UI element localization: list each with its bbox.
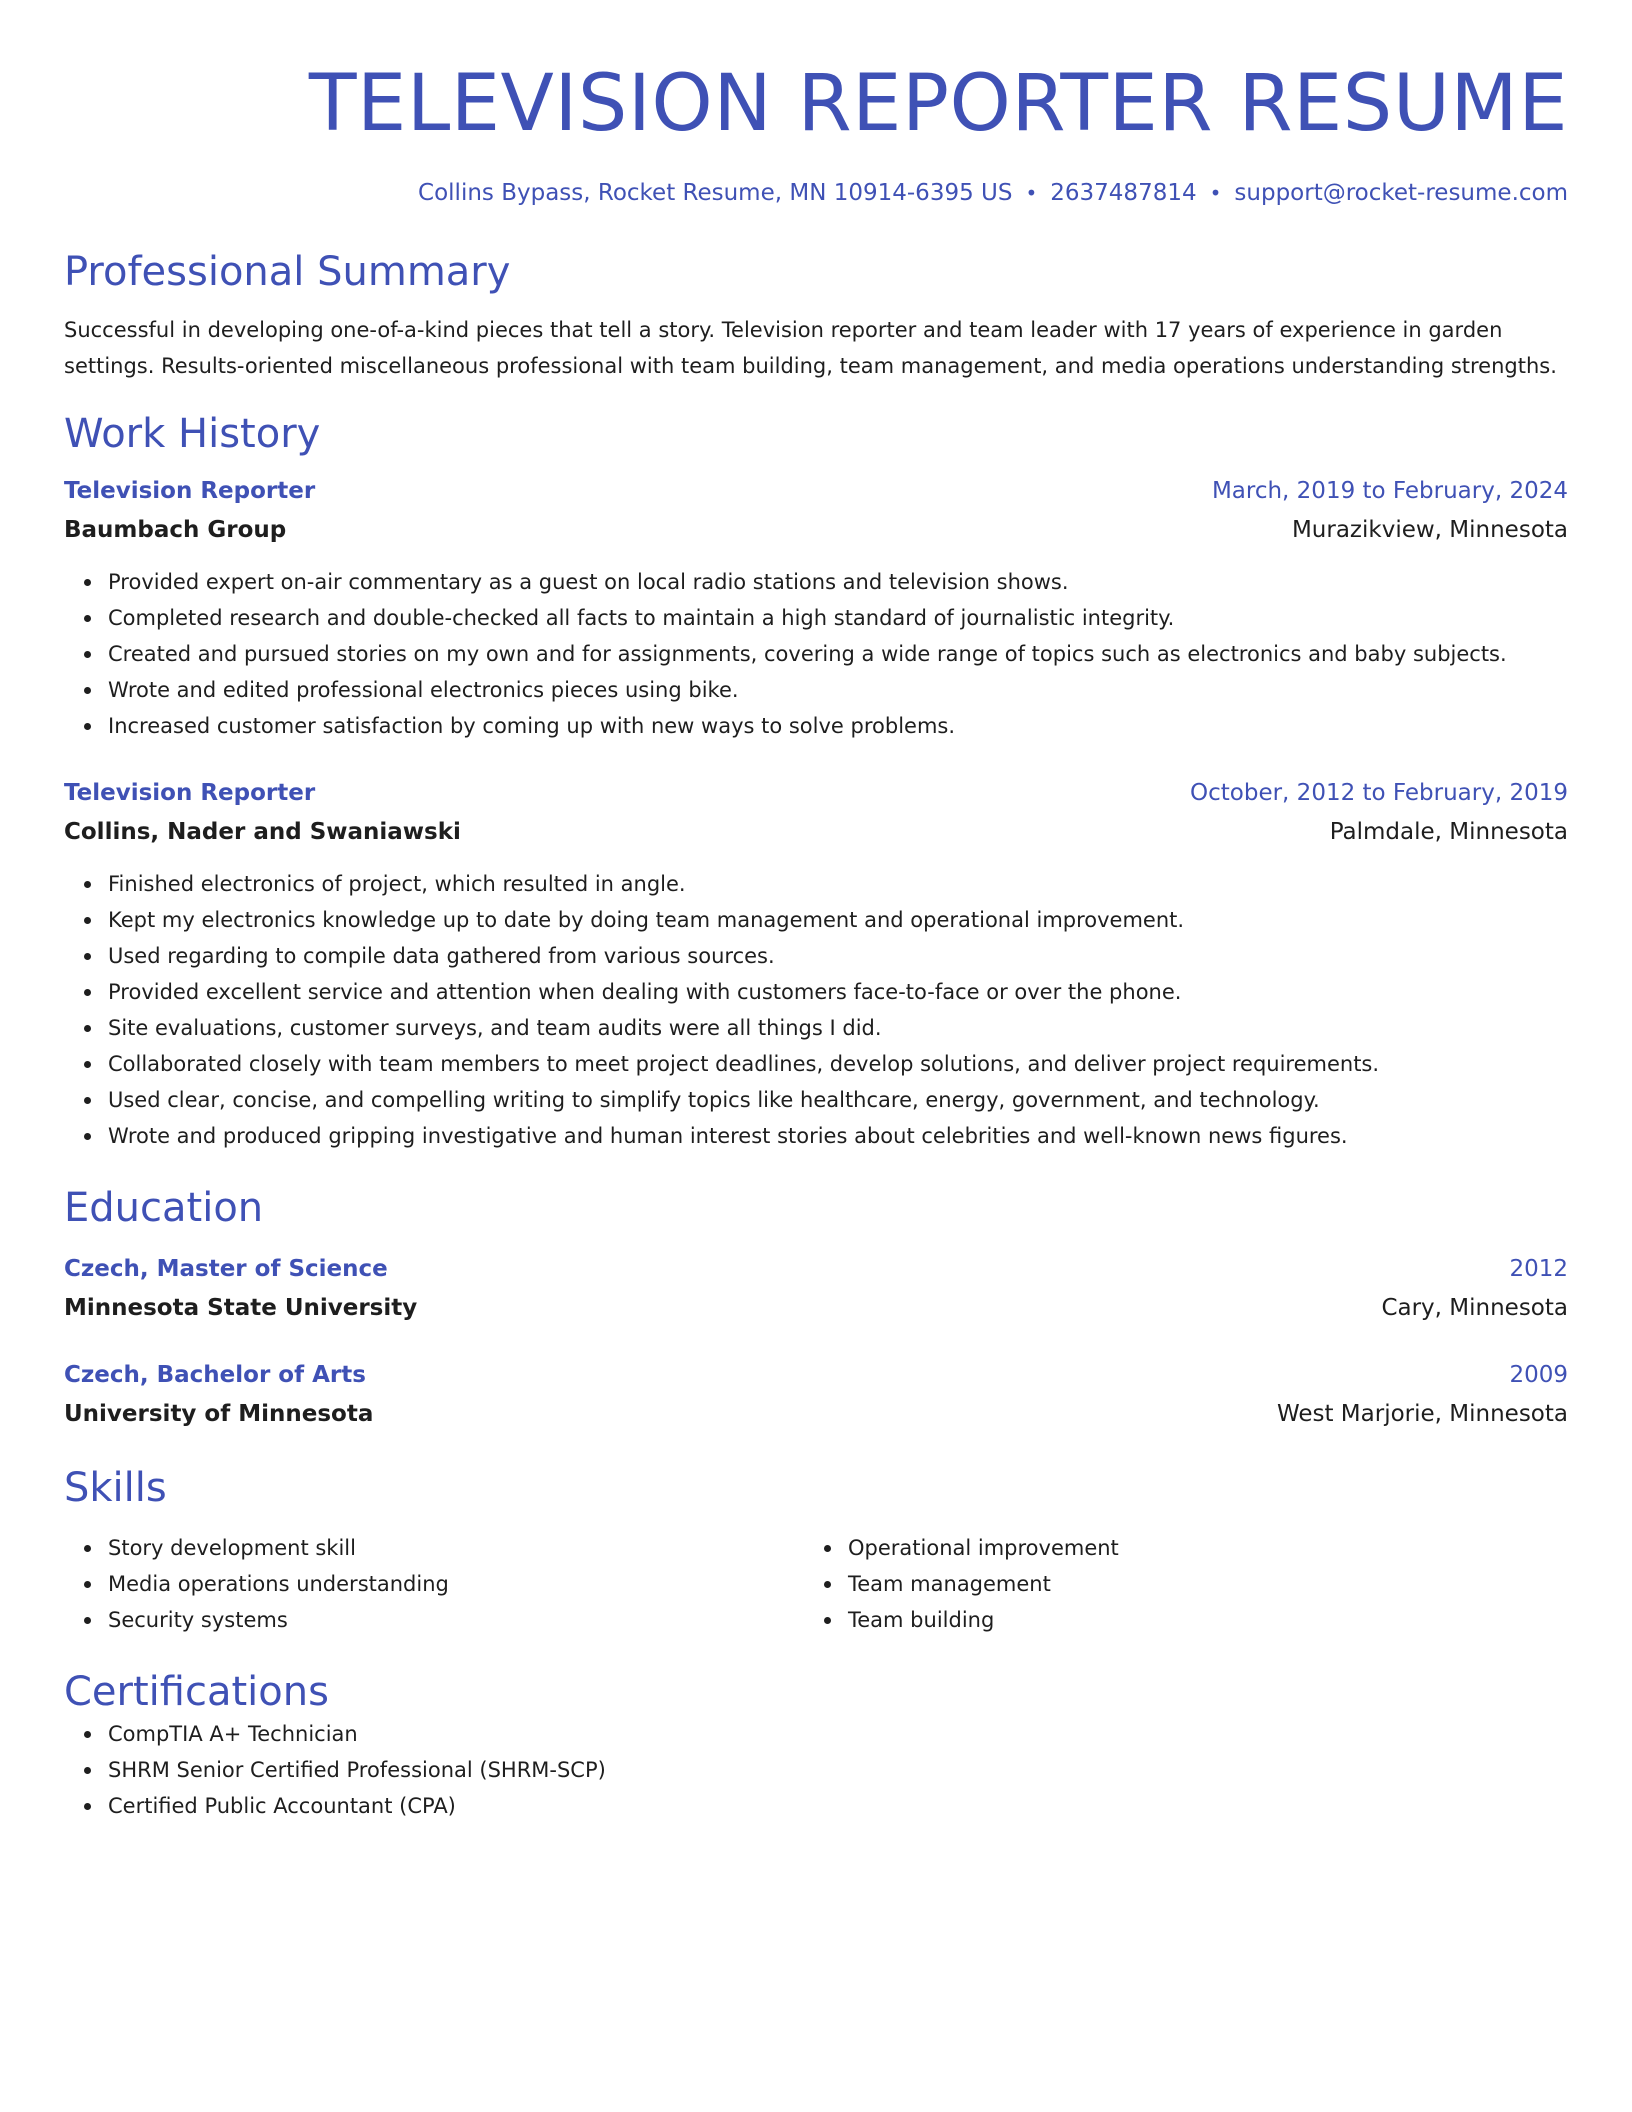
- skills-heading: Skills: [64, 1465, 167, 1511]
- skill-item: Operational improvement: [848, 1530, 1544, 1566]
- degree-row: [64, 1356, 1568, 1394]
- list-item: Used regarding to compile data gathered from various sources.: [108, 938, 1568, 974]
- contact-phone: 2637487814: [1050, 180, 1197, 206]
- contact-line: [64, 180, 1568, 206]
- school-row: [64, 1394, 1568, 1434]
- job-title: Television Reporter: [64, 478, 316, 504]
- contact-email[interactable]: support@rocket-resume.com: [1234, 180, 1568, 206]
- education-entry: [64, 1250, 1568, 1328]
- job-location: Palmdale, Minnesota: [1329, 819, 1568, 845]
- summary-text: Successful in developing one-of-a-kind pieces that tell a story. Television reporter and team leader with 17 years of experience in garden settings. Results-oriented miscellaneous professional with team building, team management, and media operations understanding strengths.: [64, 318, 1557, 378]
- skill-item: Security systems: [108, 1602, 804, 1638]
- list-item: Kept my electronics knowledge up to date by doing team management and operational improvement.: [108, 902, 1568, 938]
- certifications-list: [64, 1716, 1568, 1824]
- skills-list: [64, 1530, 804, 1638]
- job-dates: October, 2012 to February, 2019: [1190, 780, 1568, 806]
- job-dates: March, 2019 to February, 2024: [1211, 478, 1568, 504]
- work-history-heading: Work History: [64, 411, 321, 457]
- skill-item: Story development skill: [108, 1530, 804, 1566]
- job-bullets: [64, 564, 1568, 744]
- certifications-section: [64, 1668, 1568, 1824]
- list-item: Used clear, concise, and compelling writing to simplify topics like healthcare, energy, government, and technology.: [108, 1082, 1568, 1118]
- list-item: Created and pursued stories on my own and for assignments, covering a wide range of topics such as electronics and baby subjects.: [108, 636, 1568, 672]
- school-location: Cary, Minnesota: [1381, 1295, 1568, 1321]
- list-item: Provided excellent service and attention when dealing with customers face-to-face or over the phone.: [108, 974, 1568, 1010]
- job-company-row: [64, 812, 1568, 852]
- job-entry: [64, 472, 1568, 744]
- job-location: Murazikview, Minnesota: [1291, 517, 1568, 543]
- skills-column-right: [804, 1530, 1544, 1638]
- graduation-year: 2009: [1509, 1362, 1568, 1388]
- contact-separator: •: [1025, 181, 1038, 205]
- certification-item: SHRM Senior Certified Professional (SHRM-SCP): [108, 1752, 1568, 1788]
- certifications-heading: Certifications: [64, 1669, 329, 1715]
- list-item: Collaborated closely with team members to meet project deadlines, develop solutions, and deliver project requirements.: [108, 1046, 1568, 1082]
- job-bullets: [64, 866, 1568, 1154]
- contact-separator: •: [1209, 181, 1222, 205]
- certification-item: CompTIA A+ Technician: [108, 1716, 1568, 1752]
- list-item: Provided expert on-air commentary as a guest on local radio stations and television shows.: [108, 564, 1568, 600]
- work-history-section: [64, 410, 1568, 1154]
- school-row: [64, 1288, 1568, 1328]
- summary-section: [64, 248, 1568, 384]
- contact-address: Collins Bypass, Rocket Resume, MN 10914-6395 US: [418, 180, 1013, 206]
- job-company: Collins, Nader and Swaniawski: [64, 819, 461, 845]
- education-heading: Education: [64, 1185, 264, 1231]
- job-company: Baumbach Group: [64, 517, 287, 543]
- list-item: Wrote and edited professional electronics pieces using bike.: [108, 672, 1568, 708]
- skill-item: Team management: [848, 1566, 1544, 1602]
- education-entry: [64, 1356, 1568, 1434]
- list-item: Wrote and produced gripping investigative and human interest stories about celebrities and well-known news figures.: [108, 1118, 1568, 1154]
- school-name: Minnesota State University: [64, 1295, 418, 1321]
- degree: Czech, Bachelor of Arts: [64, 1362, 366, 1388]
- graduation-year: 2012: [1509, 1256, 1568, 1282]
- skills-list: [804, 1530, 1544, 1638]
- resume-title: TELEVISION REPORTER RESUME: [308, 59, 1568, 149]
- summary-heading: Professional Summary: [64, 249, 511, 295]
- resume-header: [64, 56, 1568, 206]
- list-item: Site evaluations, customer surveys, and team audits were all things I did.: [108, 1010, 1568, 1046]
- job-title-row: [64, 774, 1568, 812]
- school-location: West Marjorie, Minnesota: [1276, 1401, 1568, 1427]
- list-item: Finished electronics of project, which resulted in angle.: [108, 866, 1568, 902]
- skill-item: Team building: [848, 1602, 1544, 1638]
- job-title: Television Reporter: [64, 780, 316, 806]
- list-item: Increased customer satisfaction by coming up with new ways to solve problems.: [108, 708, 1568, 744]
- certification-item: Certified Public Accountant (CPA): [108, 1788, 1568, 1824]
- job-title-row: [64, 472, 1568, 510]
- skills-grid: [64, 1530, 1568, 1638]
- job-entry: [64, 774, 1568, 1154]
- school-name: University of Minnesota: [64, 1401, 374, 1427]
- skills-column-left: [64, 1530, 804, 1638]
- education-section: [64, 1184, 1568, 1434]
- degree: Czech, Master of Science: [64, 1256, 388, 1282]
- list-item: Completed research and double-checked all facts to maintain a high standard of journalistic integrity.: [108, 600, 1568, 636]
- degree-row: [64, 1250, 1568, 1288]
- skill-item: Media operations understanding: [108, 1566, 804, 1602]
- job-company-row: [64, 510, 1568, 550]
- skills-section: [64, 1464, 1568, 1638]
